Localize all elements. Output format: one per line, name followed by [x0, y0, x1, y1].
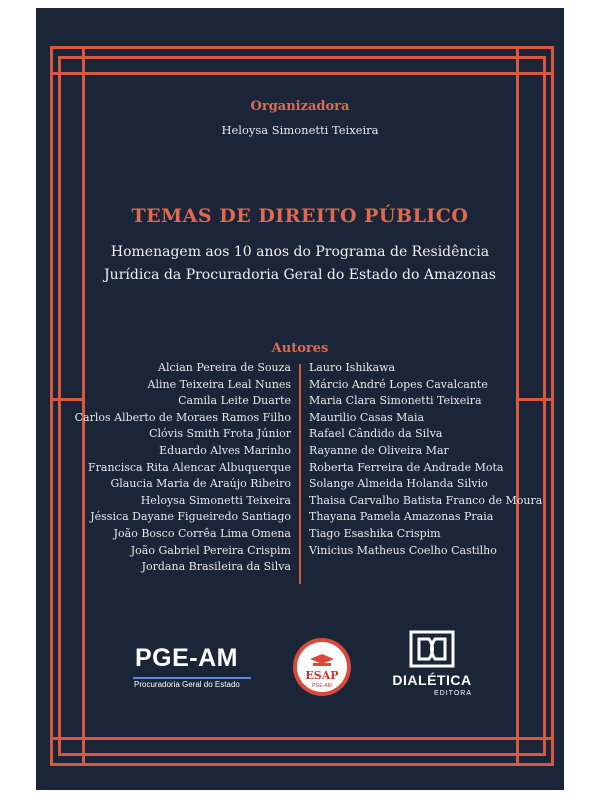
author-name: Márcio André Lopes Cavalcante [309, 377, 488, 391]
subtitle-line-2: Jurídica da Procuradoria Geral do Estado do Amazonas [104, 267, 496, 283]
author-name: Lauro Ishikawa [309, 361, 396, 374]
author-name: Jordana Brasileira da Silva [141, 560, 291, 574]
organizer-label: Organizadora [250, 99, 350, 114]
dialetica-caption: EDITORA [434, 690, 472, 697]
authors-right-column [309, 360, 542, 559]
author-name: Aline Teixeira Leal Nunes [147, 377, 291, 391]
pge-am-wordmark: PGE-AM [135, 644, 238, 672]
author-name: Thaisa Carvalho Batista Franco de Moura [309, 493, 543, 507]
author-name: João Bosco Corrêa Lima Omena [113, 526, 291, 540]
author-name: Thayana Pamela Amazonas Praia [309, 510, 494, 524]
pge-am-logo [131, 644, 261, 694]
author-name: Glaucia Maria de Araújo Ribeiro [110, 477, 291, 491]
author-name: João Gabriel Pereira Crispim [130, 543, 291, 557]
esap-seal-logo [292, 637, 352, 697]
author-name: Clóvis Smith Frota Júnior [149, 427, 291, 441]
author-name: Maria Clara Simonetti Teixeira [309, 394, 482, 408]
frame-line-bottom [50, 737, 554, 740]
authors-divider [299, 364, 301, 584]
author-name: Maurilio Casas Maia [309, 410, 425, 424]
organizer-name: Heloysa Simonetti Teixeira [221, 123, 379, 137]
author-name: Camila Leite Duarte [178, 394, 291, 408]
pge-am-underline [133, 677, 251, 679]
frame-line-top [50, 72, 554, 75]
author-name: Alcian Pereira de Souza [158, 361, 291, 374]
author-name: Rayanne de Oliveira Mar [309, 443, 449, 457]
author-name: Rafael Cândido da Silva [309, 427, 443, 441]
dialetica-logo [382, 630, 482, 705]
dialetica-wordmark: DIALÉTICA [392, 672, 472, 688]
authors-label: Autores [271, 341, 329, 356]
book-title: TEMAS DE DIREITO PÚBLICO [131, 205, 469, 227]
author-name: Eduardo Alves Marinho [159, 443, 291, 457]
author-name: Solange Almeida Holanda Silvio [309, 477, 488, 491]
author-name: Carlos Alberto de Moraes Ramos Filho [74, 410, 291, 424]
author-name: Francisca Rita Alencar Albuquerque [88, 460, 291, 474]
author-name: Heloysa Simonetti Teixeira [140, 493, 291, 507]
dialetica-emblem-icon [409, 630, 455, 668]
subtitle-line-1: Homenagem aos 10 anos do Programa de Residência [110, 244, 490, 260]
pge-am-caption: Procuradoria Geral do Estado [134, 680, 240, 689]
author-name: Tiago Esashika Crispim [309, 526, 441, 540]
esap-seal-text: ESAP [305, 669, 339, 682]
author-name: Roberta Ferreira de Andrade Mota [309, 460, 504, 474]
authors-left-column [75, 360, 291, 576]
author-name: Jéssica Dayane Figueiredo Santiago [90, 510, 291, 524]
esap-seal-caption: PGE-AM [312, 683, 332, 689]
author-name: Vinicius Matheus Coelho Castilho [309, 543, 497, 557]
